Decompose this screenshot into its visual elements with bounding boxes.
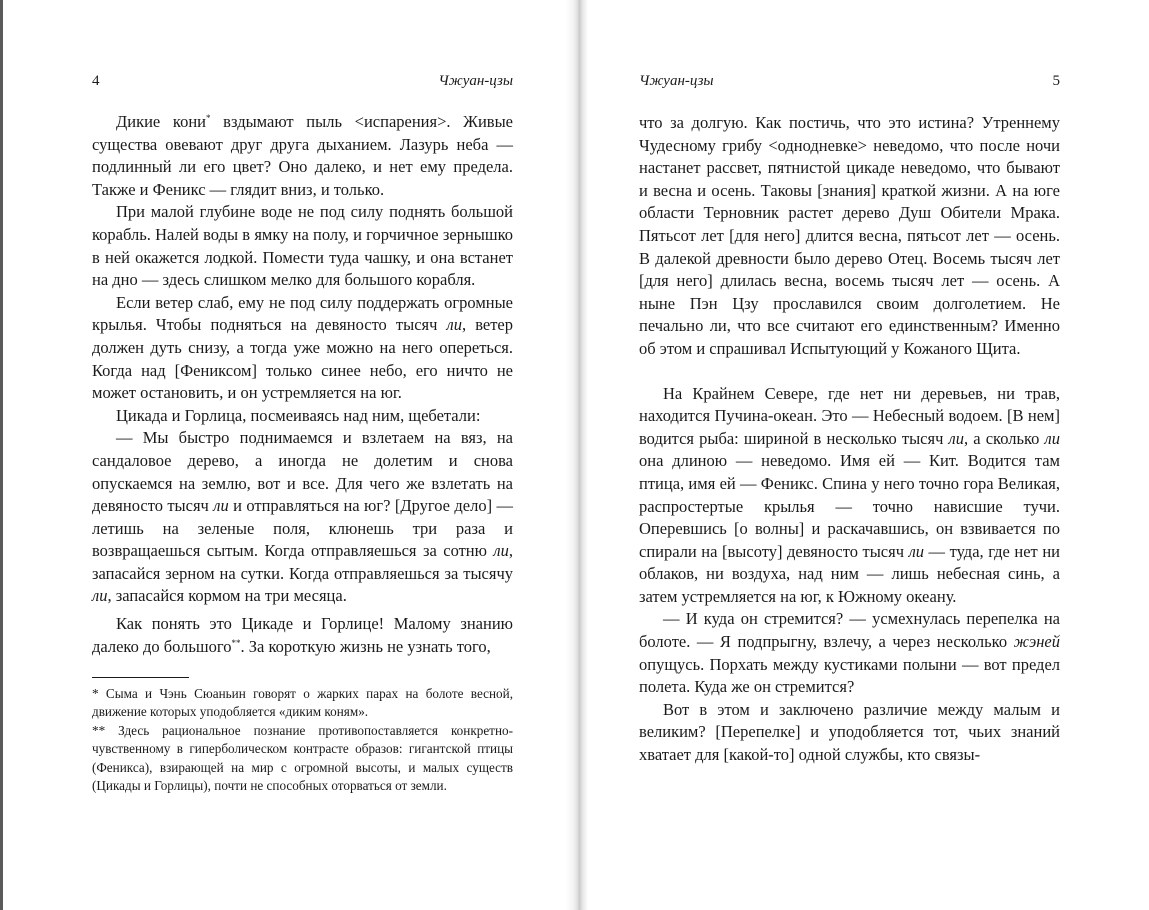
footnotes xyxy=(92,685,513,795)
paragraph: Вот в этом и заключено различие между малым и великим? [Перепелке] и уподобляется тот, чьих знаний хватает для [какой-то] одной службы, кто связы- xyxy=(639,699,1060,765)
page-edge xyxy=(0,0,3,910)
left-page xyxy=(92,0,513,910)
left-page-body xyxy=(92,111,513,658)
right-running-title: Чжуан-цзы xyxy=(639,73,714,89)
paragraph: что за долгую. Как постичь, что это истина? Утреннему Чудесному грибу <однодневке> неведомо, что после ночи настанет рассвет, пятнистой цикаде неведомо, что бывают и весна и осень. Таковы [знания] краткой жизни. А на юге области Терновник растет дерево Душ Обители Мрака. Пятьсот лет [для него] длится весна, пятьсот лет — осень. В далекой древности было дерево Отец. Восемь тысяч лет [для него] длилась весна, восемь тысяч лет — осень. А ныне Пэн Цзу прославился своим долголетием. Не печально ли, что все считают его единственным? Именно об этом и спрашивал Испытующий у Кожаного Щита. xyxy=(639,113,1060,358)
paragraph: Дикие кони* вздымают пыль <испарения>. Живые существа овевают друг друга дыханием. Лазурь неба — подлинный ли его цвет? Оно далеко, и нет ему предела. Также и Феникс — глядит вниз, и только. xyxy=(92,112,513,199)
right-page-header xyxy=(639,71,1060,91)
left-page-number: 4 xyxy=(92,73,100,89)
footnote-mark: * xyxy=(206,113,211,123)
right-page-number: 5 xyxy=(1052,73,1060,89)
paragraph: На Крайнем Севере, где нет ни деревьев, ни трав, находится Пучина-океан. Это — Небесный водоем. [В нем] водится рыба: шириной в несколько тысяч ли, а сколько ли она длиною — неведомо. Имя ей — Кит. Водится там птица, имя ей — Феникс. Спина у него точно гора Великая, распростертые крылья — точно нависшие тучи. Оперевшись [о волны] и раскачавшись, он взвивается по спирали на [высоту] девяносто тысяч ли — туда, где нет ни облаков, ни воздуха, над ним — лишь небесная синь, а затем устремляется на юг, к Южному океану. xyxy=(639,383,1060,606)
left-running-title: Чжуан-цзы xyxy=(438,73,513,89)
book-gutter xyxy=(566,0,588,910)
left-page-header xyxy=(92,71,513,91)
footnote: ** Здесь рациональное познание противопоставляется конкретно-чувственному в гиперболическом контрасте образов: гигантской птицы (Феникса), взирающей на мир с огромной высоты, и малых существ (Цикады и Горлицы), почти не способных оторваться от земли. xyxy=(92,722,513,794)
paragraph: Если ветер слаб, ему не под силу поддержать огромные крылья. Чтобы подняться на девяносто тысяч ли, ветер должен дуть снизу, а тогда уже можно на него опереться. Когда над [Фениксом] только синее небо, его ничто не может остановить, и он устремляется на юг. xyxy=(92,292,513,403)
paragraph: Как понять это Цикаде и Горлице! Малому знанию далеко до большого**. За короткую жизнь не узнать того, xyxy=(92,614,513,656)
paragraph: При малой глубине воде не под силу поднять большой корабль. Налей воды в ямку на полу, и горчичное зернышко в ней окажется лодкой. Помести туда чашку, и она встанет на дно — здесь слишком мелко для большого корабля. xyxy=(92,202,513,290)
paragraph: Цикада и Горлица, посмеиваясь над ним, щебетали: xyxy=(116,405,481,425)
footnote-mark: ** xyxy=(231,637,241,648)
paragraph: — Мы быстро поднимаемся и взлетаем на вяз, на сандаловое дерево, а иногда не долетим и снова опускаемся на землю, вот и все. Для чего же взлетать на девяносто тысяч ли и отправляться на юг? [Другое дело] — летишь на зеленые поля, клюнешь три раза и возвращаешься сытым. Когда отправляешься за сотню ли, запасайся зерном на сутки. Когда отправляешься за тысячу ли, запасайся кормом на три месяца. xyxy=(92,428,513,606)
paragraph: — И куда он стремится? — усмехнулась перепелка на болоте. — Я подпрыгну, взлечу, а через несколько жэней опущусь. Порхать между кустиками полыни — вот предел полета. Куда же он стремится? xyxy=(639,609,1060,697)
right-page xyxy=(639,0,1060,910)
footnote-divider xyxy=(92,677,189,678)
footnote: * Сыма и Чэнь Сюаньин говорят о жарких парах на болоте весной, движение которых уподобляется «диким коням». xyxy=(92,686,513,720)
right-page-body xyxy=(639,112,1060,767)
